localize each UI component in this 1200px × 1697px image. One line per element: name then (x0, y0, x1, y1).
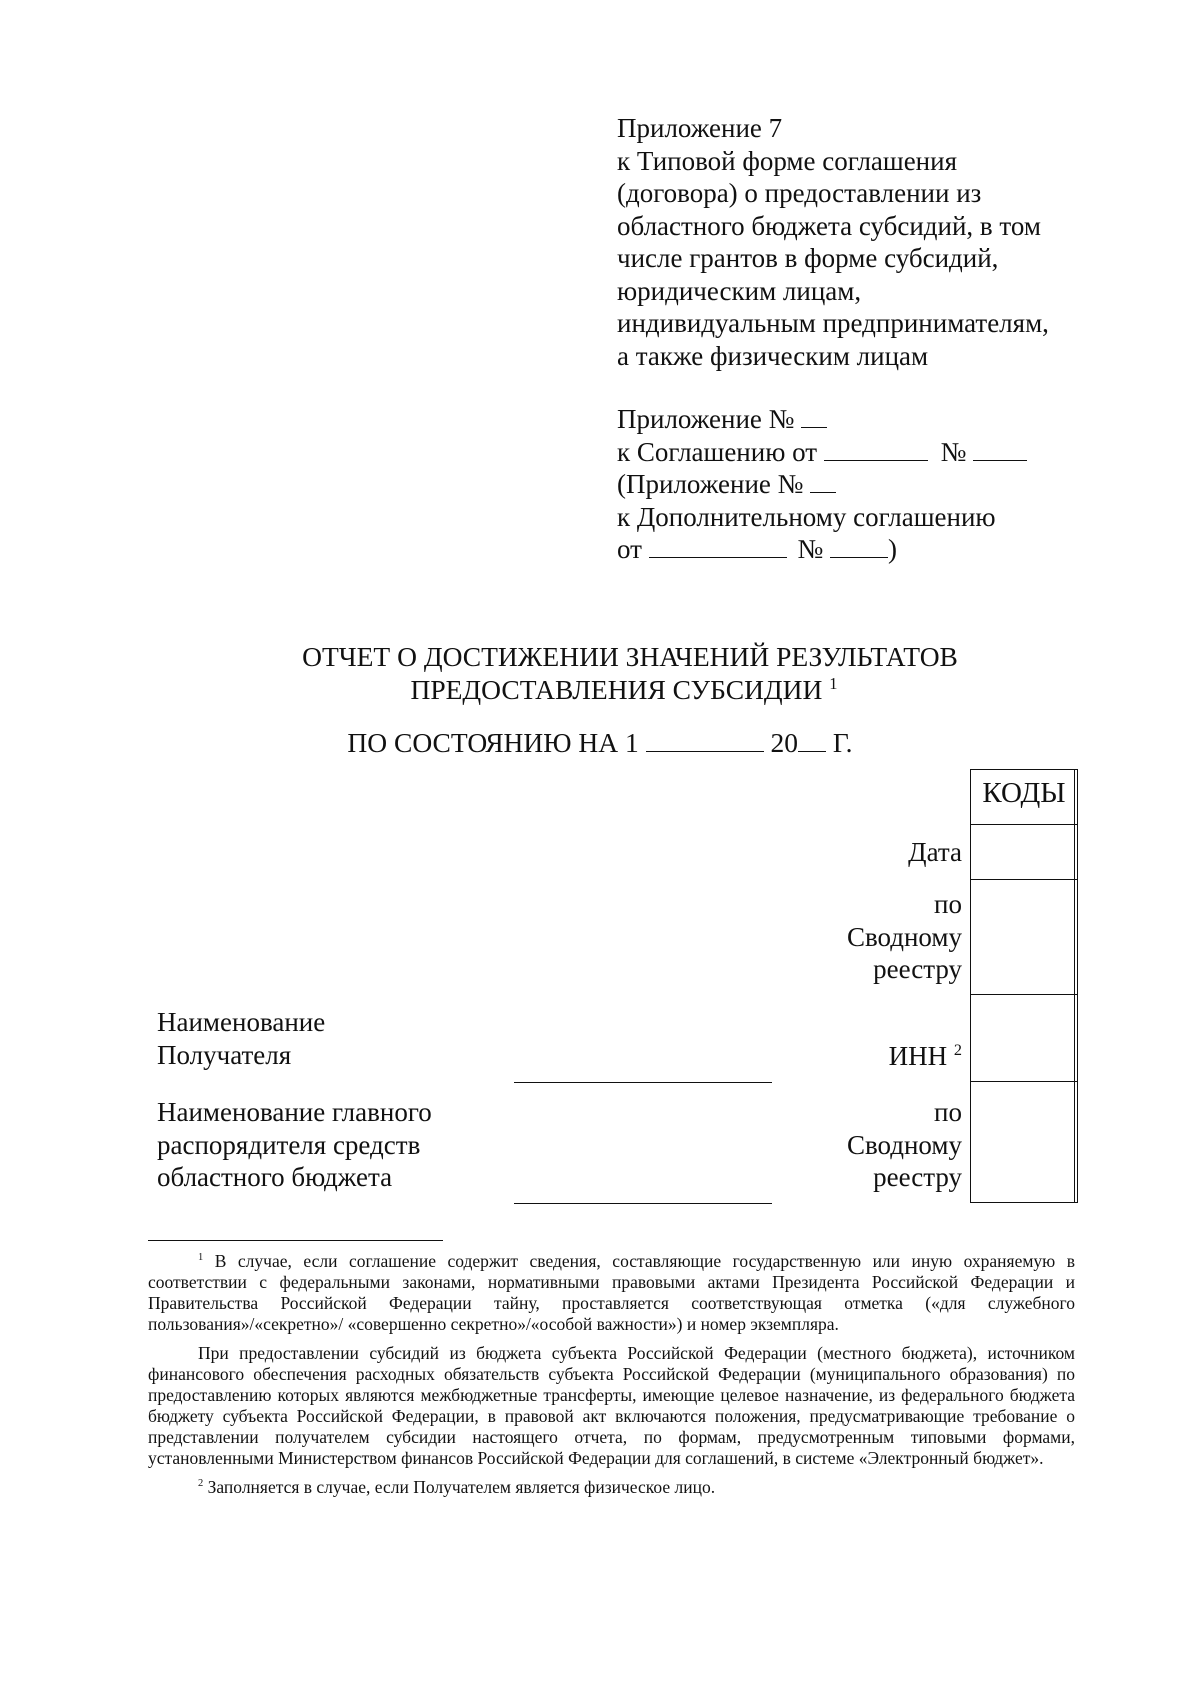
appendix-line: (договора) о предоставлении из (617, 178, 982, 208)
codes-row-divider (970, 994, 1078, 995)
footnote-1: $^1$ В случае, если соглашение содержит сведения, составляющие государственную или иную охраняемую в соответствии с федеральными законами, нормативными правовыми актами Президента Российской Федерации и Правительства Российской Федерации тайну, проставляется соответствующая отметка («для служебного пользования»/«секретно»/ «совершенно секретно»/«особой важности») и номер экземпляра. (148, 1251, 1076, 1334)
codes-row-divider (970, 879, 1078, 880)
codes-header: КОДЫ (982, 777, 1066, 809)
codes-row-divider (970, 824, 1078, 825)
footnotes (148, 1251, 1075, 1498)
appendix-line: числе грантов в форме субсидий, (617, 243, 999, 273)
blank-field[interactable] (646, 727, 764, 752)
manager-name-label: Наименование главного распорядителя средств областного бюджета (157, 1097, 432, 1192)
inn-label: ИНН $^2$ (888, 1041, 962, 1071)
report-title (0, 640, 1200, 706)
footnote-1-paragraph-2: При предоставлении субсидий из бюджета субъекта Российской Федерации (местного бюджета), источником финансового обеспечения расходных обязательств субъекта Российской Федерации (муниципального образования) по предоставлению которых являются межбюджетные трансферты, имеющие целевое назначение, из федерального бюджета бюджету субъекта Российской Федерации, в правовой акт включаются положения, предусматривающие требование о представлении получателем субсидии настоящего отчета, по формам, предусмотренным типовыми формами, установленными Министерством финансов Российской Федерации для соглашений, в системе «Электронный бюджет». (148, 1343, 1075, 1468)
attachment-line-addl-date: от № ) (617, 534, 897, 564)
appendix-line: к Типовой форме соглашения (617, 145, 957, 176)
codes-row-divider (970, 1081, 1078, 1082)
blank-field[interactable] (810, 468, 836, 493)
attachment-line-number: Приложение № (617, 403, 1177, 436)
registry-label: по Сводному реестру (846, 889, 962, 984)
footnote-separator (148, 1240, 443, 1241)
registry-label-manager: по Сводному реестру (846, 1097, 962, 1192)
blank-field[interactable] (649, 533, 787, 558)
manager-name-field[interactable] (514, 1203, 772, 1204)
blank-field[interactable] (801, 403, 827, 428)
appendix-line: областного бюджета субсидий, в том (617, 210, 1041, 241)
appendix-header (617, 112, 1177, 372)
attachment-line-agreement: к Соглашению от № (617, 436, 1177, 469)
report-title-line2: ПРЕДОСТАВЛЕНИЯ СУБСИДИИ $^1$ (410, 673, 838, 705)
codes-table (970, 769, 1078, 1203)
footnote-ref: 1 (829, 673, 838, 693)
footnote-ref: 2 (953, 1041, 962, 1059)
appendix-line: индивидуальным предпринимателям, (617, 308, 1049, 338)
blank-field[interactable] (824, 436, 928, 461)
recipient-name-label: Наименование Получателя (157, 1007, 326, 1070)
appendix-line: а также физическим лицам (617, 340, 929, 371)
report-title-line1: ОТЧЕТ О ДОСТИЖЕНИИ ЗНАЧЕНИЙ РЕЗУЛЬТАТОВ (302, 641, 958, 672)
blank-field[interactable] (830, 533, 888, 558)
report-as-of-date: ПО СОСТОЯНИЮ НА 1 20 Г. (347, 727, 853, 758)
footnote-2: $^2$ Заполняется в случае, если Получателем является физическое лицо. (198, 1477, 716, 1497)
attachment-block (617, 403, 1177, 566)
codes-inner-border (1074, 769, 1075, 1203)
recipient-name-field[interactable] (514, 1082, 772, 1083)
appendix-line: Приложение 7 (617, 113, 783, 143)
blank-field[interactable] (973, 436, 1027, 461)
attachment-line-addl: к Дополнительному соглашению (617, 501, 996, 532)
date-label: Дата (908, 837, 962, 867)
blank-field[interactable] (798, 727, 826, 752)
attachment-line-addl-number: (Приложение № (617, 468, 1177, 501)
appendix-line: юридическим лицам, (617, 275, 862, 306)
